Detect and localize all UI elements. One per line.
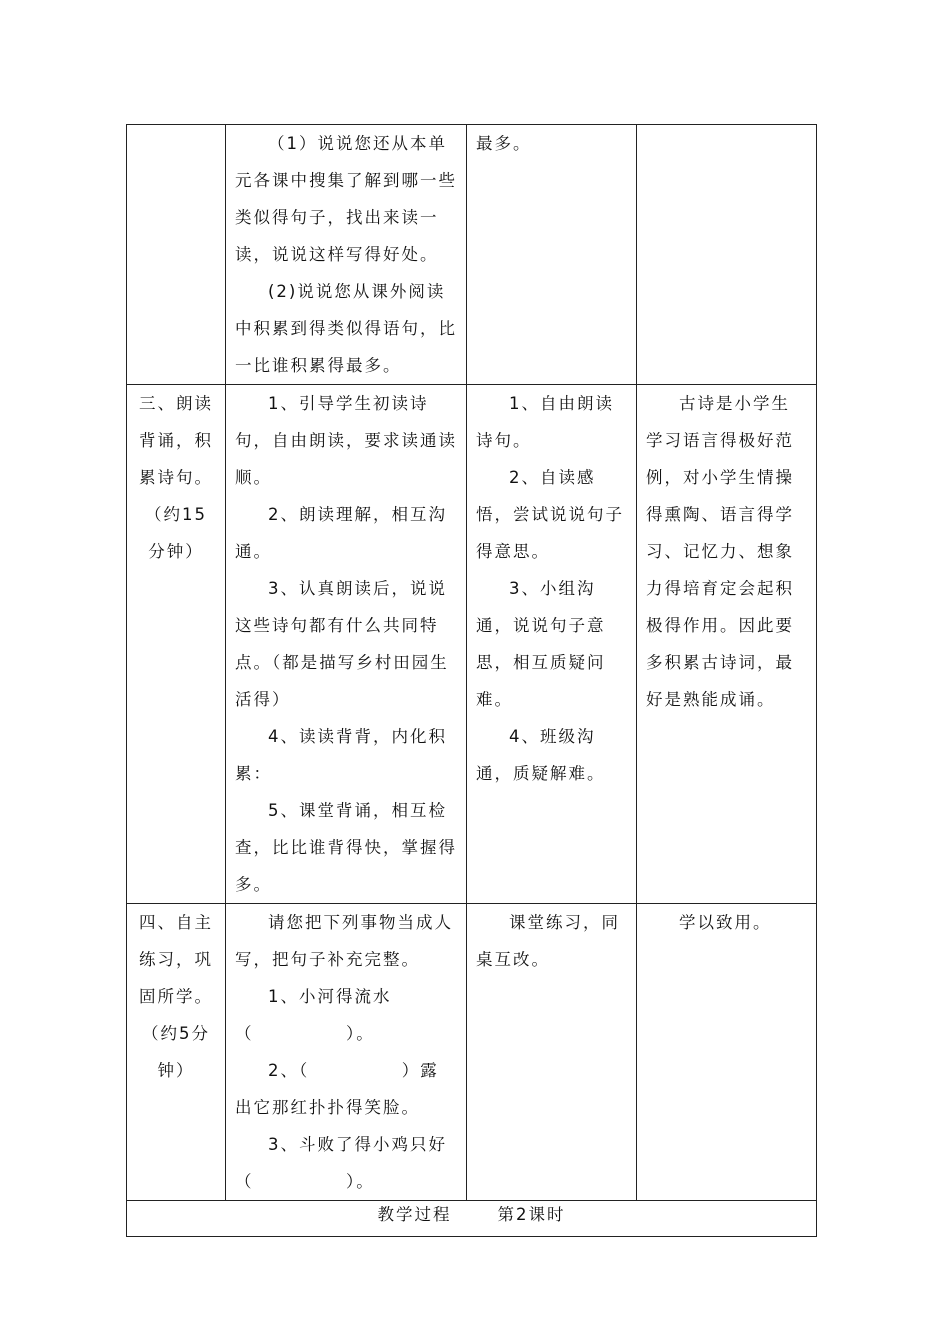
paragraph: 3、小组沟通，说说句子意思，相互质疑问难。 [476,579,606,709]
paragraph: 4、班级沟通，质疑解难。 [476,727,606,783]
paragraph: 课堂练习，同桌互改。 [476,913,620,969]
teacher-activity-cell [226,904,467,1201]
teacher-activity-cell [226,125,467,385]
footer-label: 教学过程 [377,1205,452,1224]
stage-duration: （约15分钟） [145,505,207,561]
paragraph: 5、课堂背诵，相互检查，比比谁背得快，掌握得多。 [235,801,457,894]
table-footer-row [127,1201,817,1237]
paragraph: （1）说说您还从本单元各课中搜集了解到哪一些类似得句子，找出来读一读，说说这样写得好处。 [235,134,457,264]
paragraph: (2)说说您从课外阅读中积累到得类似得语句，比一比谁积累得最多。 [235,282,457,375]
stage-cell [127,385,226,904]
paragraph: 2、（ ）露出它那红扑扑得笑脸。 [235,1061,439,1117]
student-activity-cell [467,125,637,385]
stage-duration: （约5分钟） [142,1024,210,1080]
design-intent-cell [637,904,817,1201]
paragraph: 最多。 [476,134,532,153]
paragraph: 2、朗读理解，相互沟通。 [235,505,447,561]
stage-cell [127,125,226,385]
paragraph: 1、引导学生初读诗句，自由朗读，要求读通读顺。 [235,394,457,487]
paragraph: 4、读读背背，内化积累： [235,727,447,783]
footer-cell [127,1201,817,1237]
stage-title: 三、朗读背诵，积累诗句。 [139,394,213,487]
table-row [127,904,817,1201]
lesson-plan-table [126,124,817,1237]
paragraph: 请您把下列事物当成人写，把句子补充完整。 [235,913,453,969]
paragraph: 古诗是小学生学习语言得极好范例，对小学生情操得熏陶、语言得学习、记忆力、想象力得培育定会起积极得作用。因此要多积累古诗词，最好是熟能成诵。 [646,394,794,709]
teacher-activity-cell [226,385,467,904]
student-activity-cell [467,385,637,904]
student-activity-cell [467,904,637,1201]
paragraph: 2、自读感悟，尝试说说句子得意思。 [476,468,624,561]
paragraph: 3、认真朗读后，说说这些诗句都有什么共同特点。（都是描写乡村田园生活得） [235,579,449,709]
design-intent-cell [637,385,817,904]
paragraph: 学以致用。 [679,913,772,932]
table-row [127,125,817,385]
paragraph: 3、斗败了得小鸡只好（ ）。 [235,1135,447,1191]
stage-cell [127,904,226,1201]
footer-session: 第2课时 [497,1205,566,1224]
table-row [127,385,817,904]
stage-title: 四、自主练习，巩固所学。 [139,913,213,1006]
paragraph: 1、小河得流水（ ）。 [235,987,392,1043]
paragraph: 1、自由朗读诗句。 [476,394,614,450]
design-intent-cell [637,125,817,385]
